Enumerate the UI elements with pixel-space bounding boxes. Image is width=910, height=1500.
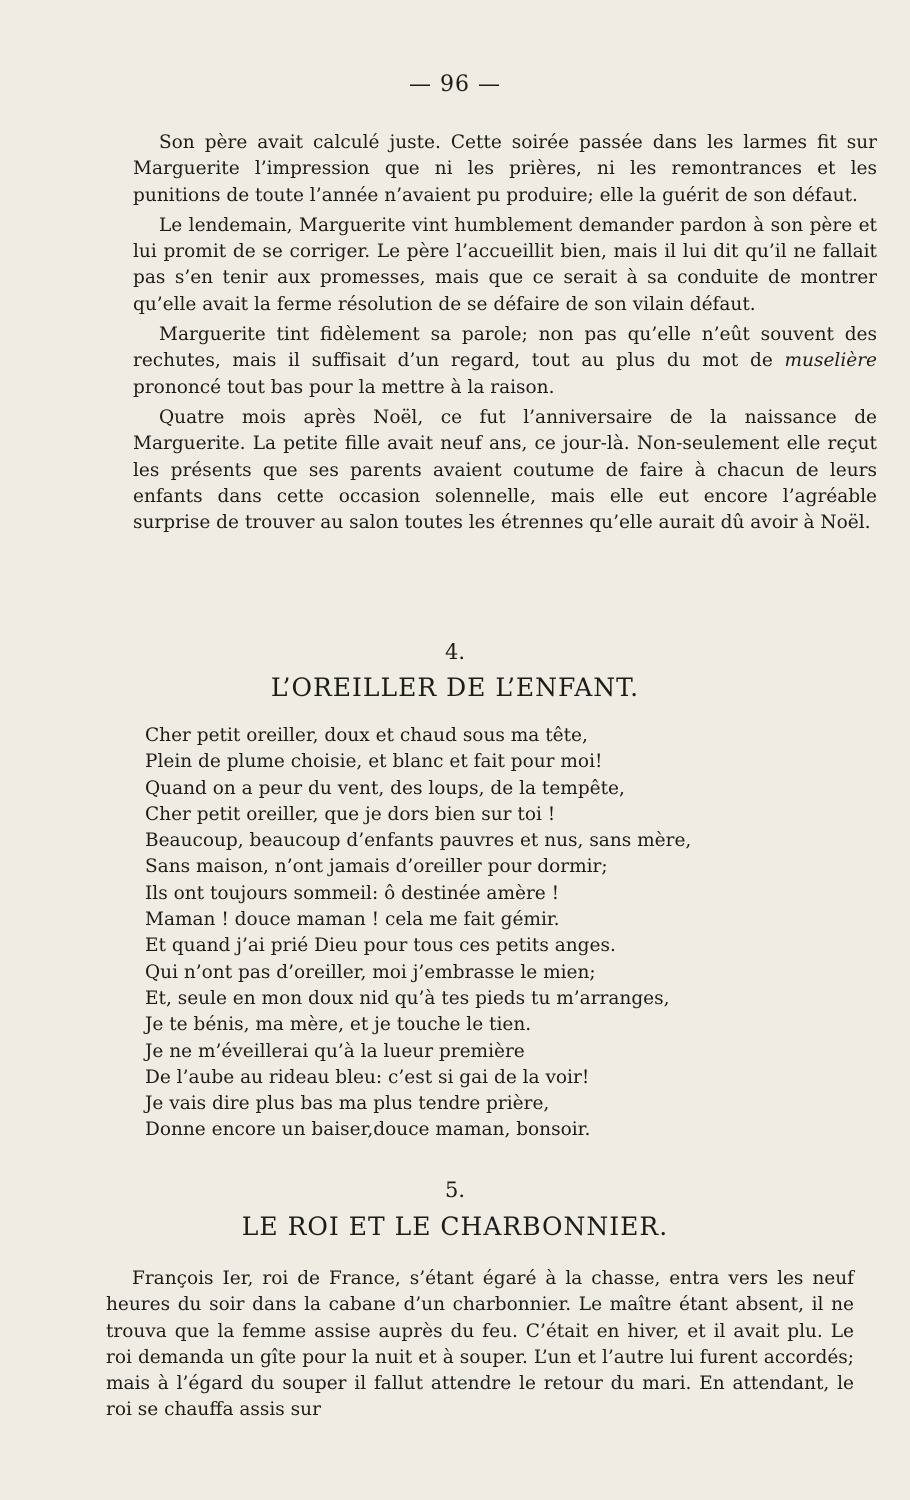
paragraph: [133, 322, 877, 401]
poem-line: Cher petit oreiller, que je dors bien sur toi !: [145, 803, 556, 825]
italic-word: muselière: [784, 350, 877, 372]
section-title: LE ROI ET LE CHARBONNIER.: [241, 1212, 669, 1241]
poem-line: Sans maison, n’ont jamais d’oreiller pour dormir;: [145, 856, 608, 878]
paragraph-text: Marguerite tint fidèlement sa parole; non pas qu’elle n’eût souvent des rechutes, mais il suffisait d’un regard, tout au plus du mot de: [133, 324, 877, 372]
section-title: L’OREILLER DE L’ENFANT.: [270, 673, 640, 702]
section-number: 5.: [444, 1178, 466, 1202]
page-number: — 96 —: [409, 72, 501, 97]
paragraph-text: prononcé tout bas pour la mettre à la raison.: [133, 376, 555, 398]
paragraph: Son père avait calculé juste. Cette soirée passée dans les larmes fit sur Marguerite l’impression que ni les prières, ni les remontrances et les punitions de toute l’année n’avaient pu produire; elle la guérit de son défaut.: [133, 132, 877, 206]
paragraph: François Ier, roi de France, s’étant égaré à la chasse, entra vers les neuf heures du soir dans la cabane d’un charbonnier. Le maître étant absent, il ne trouva que la femme assise auprès du feu. C’était en hiver, et il avait plu. Le roi demanda un gîte pour la nuit et à souper. L’un et l’autre lui furent accordés; mais à l’égard du souper il fallut attendre le retour du mari. En attendant, le roi se chauffa assis sur: [106, 1268, 854, 1421]
poem-line: Donne encore un baiser,douce maman, bonsoir.: [145, 1119, 591, 1141]
story-end: [133, 130, 877, 536]
poem-line: Beaucoup, beaucoup d’enfants pauvres et nus, sans mère,: [145, 830, 692, 852]
poem-line: Je vais dire plus bas ma plus tendre prière,: [145, 1093, 550, 1115]
poem-line: Et, seule en mon doux nid qu’à tes pieds tu m’arranges,: [145, 987, 670, 1009]
story-start: [106, 1266, 854, 1424]
poem-line: Qui n’ont pas d’oreiller, moi j’embrasse le mien;: [145, 961, 596, 983]
poem: [145, 723, 785, 1144]
poem-line: Maman ! douce maman ! cela me fait gémir.: [145, 909, 560, 931]
poem-line: Je te bénis, ma mère, et je touche le tien.: [145, 1014, 532, 1036]
poem-line: Je ne m’éveillerai qu’à la lueur première: [145, 1040, 525, 1062]
poem-line: Cher petit oreiller, doux et chaud sous ma tête,: [145, 725, 588, 746]
paragraph: Le lendemain, Marguerite vint humblement demander pardon à son père et lui promit de se corriger. Le père l’accueillit bien, mais il lui dit qu’il ne fallait pas s’en tenir aux promesses, mais que ce serait à sa conduite de montrer qu’elle avait la ferme résolution de se défaire de son vilain défaut.: [133, 214, 877, 315]
poem-line: Quand on a peur du vent, des loups, de la tempête,: [145, 777, 625, 799]
poem-line: Ils ont toujours sommeil: ô destinée amère !: [145, 882, 560, 904]
section-number: 4.: [444, 640, 466, 664]
paragraph: Quatre mois après Noël, ce fut l’anniversaire de la naissance de Marguerite. La petite fille avait neuf ans, ce jour-là. Non-seulement elle reçut les présents que ses parents avaient coutume de faire à chacun de leurs enfants dans cette occasion solennelle, mais elle eut encore l’agréable surprise de trouver au salon toutes les étrennes qu’elle aurait dû avoir à Noël.: [133, 406, 877, 534]
poem-line: Plein de plume choisie, et blanc et fait pour moi!: [145, 751, 603, 773]
poem-line: De l’aube au rideau bleu: c’est si gai de la voir!: [145, 1066, 590, 1088]
poem-line: Et quand j’ai prié Dieu pour tous ces petits anges.: [145, 935, 616, 957]
